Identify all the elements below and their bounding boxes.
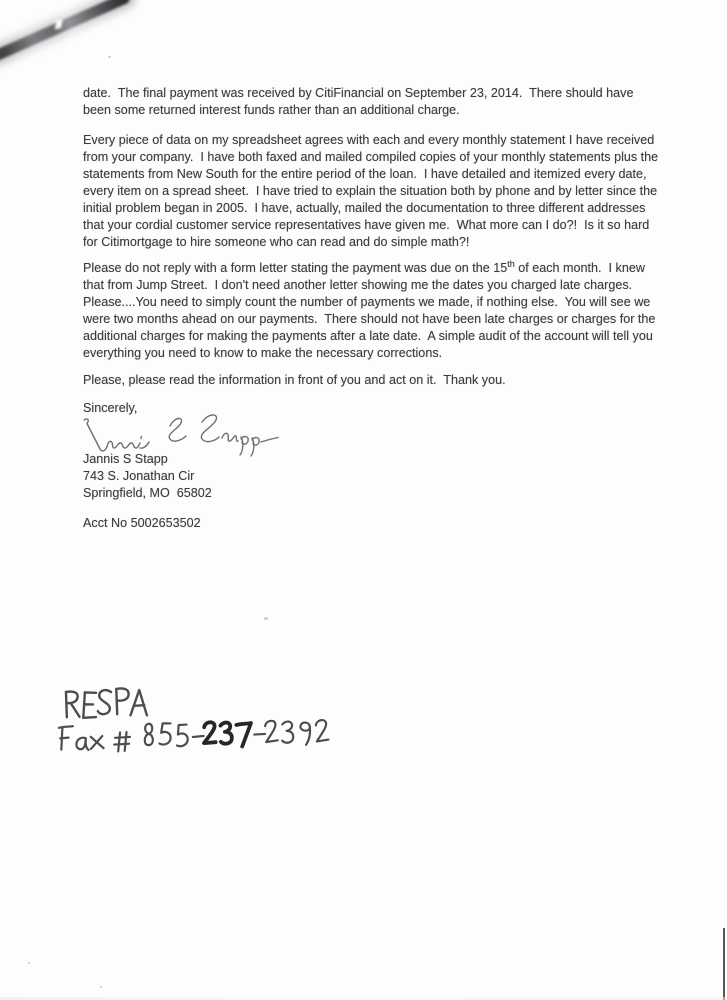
closing-salutation: Sincerely, [83, 401, 138, 415]
pen-scribble-mark [0, 0, 131, 63]
scan-speck [100, 986, 102, 988]
signer-address-line1: 743 S. Jonathan Cir [83, 469, 195, 483]
signer-block [83, 451, 212, 502]
letter-paragraph-2: Every piece of data on my spreadsheet agrees with each and every monthly statement I have received from your company. I have both faxed and mailed compiled copies of your monthly statements plus the statements from New South for the entire period of the loan. I have detailed and itemized every date, every item on a spread sheet. I have tried to explain the situation both by phone and by letter since the initial problem began in 2005. I have, actually, mailed the documentation to three different addresses that your cordial customer service representatives have given me. What more can I do?! Is it so hard for Citimortgage to hire someone who can read and do simple math?! [83, 133, 662, 249]
letter-paragraph-3 [83, 260, 661, 362]
letter-paragraph-4: Please, please read the information in front of you and act on it. Thank you. [83, 373, 506, 387]
scan-speck [28, 962, 30, 964]
paragraph-3-post: of each month. I knew that from Jump Street. I don't need another letter showing me the dates you charged late charges. Please....You need to simply count the number of payments we made, if nothing else. You will see we were two months ahead on our payments. There should not have been late charges or charges for the additional charges for making the payments after a late date. A simple audit of the account will tell you everything you need to know to make the necessary corrections. [83, 261, 659, 360]
scan-speck [264, 617, 268, 620]
scan-speck [108, 56, 111, 58]
handwritten-fax-note [57, 716, 331, 759]
superscript-ordinal: th [507, 258, 515, 269]
signer-name: Jannis S Stapp [83, 452, 168, 466]
signer-address-line2: Springfield, MO 65802 [83, 486, 212, 500]
paragraph-3-pre: Please do not reply with a form letter stating the payment was due on the 15 [83, 261, 508, 275]
account-number-line: Acct No 5002653502 [83, 516, 201, 530]
scan-edge-line [723, 928, 725, 1000]
letter-paragraph-1: date. The final payment was received by CitiFinancial on September 23, 2014. There should have been some returned interest funds rather than an additional charge. [83, 86, 637, 117]
